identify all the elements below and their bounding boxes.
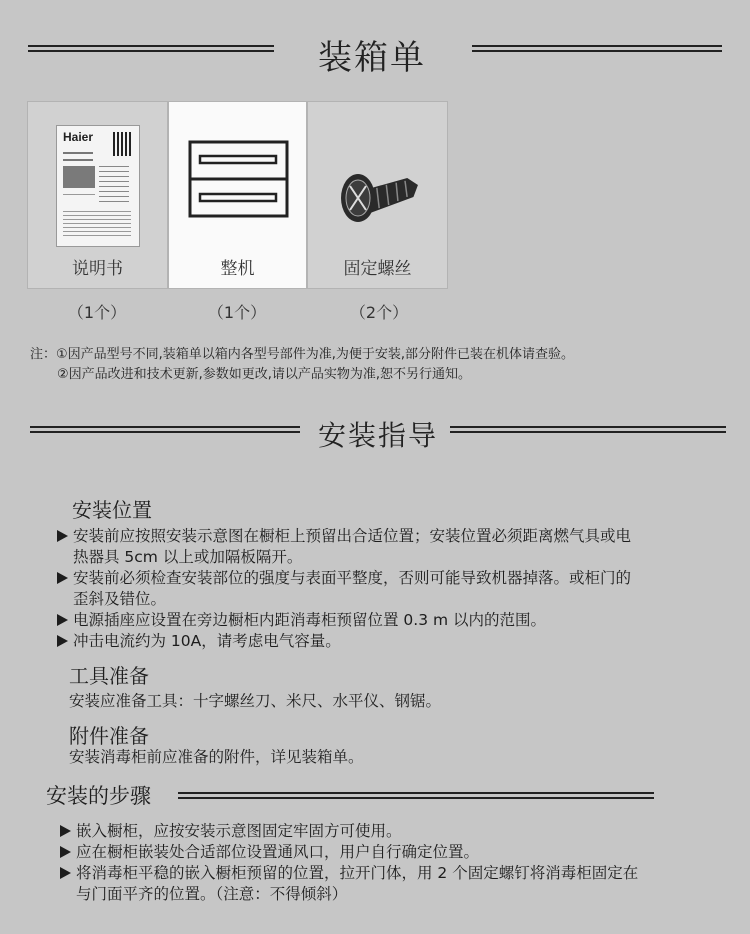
packing-list-title: 装箱单 — [318, 38, 426, 78]
manual-brand-logo: Haier — [63, 130, 94, 144]
title-rule-left — [28, 45, 274, 52]
note-1: 注：①因产品型号不同,装箱单以箱内各型号部件为准,为便于安装,部分附件已装在机体请查验。 — [30, 347, 575, 362]
bullet-arrow-icon — [57, 614, 68, 626]
steps-heading: 安装的步骤 — [46, 784, 151, 808]
steps-bullet-3-line-1: 将消毒柜平稳的嵌入橱柜预留的位置，拉开门体，用 2 个固定螺钉将消毒柜固定在 — [76, 864, 639, 882]
drawer-cabinet-icon — [169, 102, 308, 222]
bullet-arrow-icon — [57, 530, 68, 542]
item-card-screws — [307, 101, 448, 289]
item-card-unit — [168, 101, 307, 289]
steps-bullet-2: 应在橱柜嵌装处合适部位设置通风口，用户自行确定位置。 — [76, 843, 480, 861]
tools-text: 安装应准备工具：十字螺丝刀、米尺、水平仪、钢锯。 — [69, 692, 442, 710]
position-bullet-2-line-1: 安装前必须检查安装部位的强度与表面平整度，否则可能导致机器掉落。或柜门的 — [73, 569, 632, 587]
accessories-text: 安装消毒柜前应准备的附件，详见装箱单。 — [69, 748, 364, 766]
install-rule-right — [450, 426, 726, 433]
position-bullet-4: 冲击电流约为 10A，请考虑电气容量。 — [73, 632, 341, 650]
position-bullet-2-line-2: 歪斜及错位。 — [73, 590, 167, 608]
item-label-unit: 整机 — [220, 259, 255, 279]
item-count-unit: （1个） — [207, 303, 267, 322]
steps-bullet-1: 嵌入橱柜，应按安装示意图固定牢固方可使用。 — [76, 822, 402, 840]
position-bullet-1-line-2: 热器具 5cm 以上或加隔板隔开。 — [73, 548, 303, 566]
tools-heading: 工具准备 — [69, 664, 149, 688]
install-rule-left — [30, 426, 300, 433]
product-photo-graphic — [63, 166, 95, 188]
item-count-manual: （1个） — [67, 303, 127, 322]
screw-icon — [308, 102, 449, 242]
steps-rule — [178, 792, 654, 799]
bullet-arrow-icon — [57, 572, 68, 584]
position-bullet-1-line-1: 安装前应按照安装示意图在橱柜上预留出合适位置；安装位置必须距离燃气具或电 — [73, 527, 632, 545]
bullet-arrow-icon — [57, 635, 68, 647]
item-count-screws: （2个） — [349, 303, 409, 322]
position-bullet-3: 电源插座应设置在旁边橱柜内距消毒柜预留位置 0.3 m 以内的范围。 — [73, 611, 547, 629]
manual-icon — [56, 125, 140, 247]
bullet-arrow-icon — [60, 867, 71, 879]
accessories-heading: 附件准备 — [69, 724, 149, 748]
bullet-arrow-icon — [60, 825, 71, 837]
item-card-manual — [27, 101, 168, 289]
title-rule-right — [472, 45, 722, 52]
note-2: ②因产品改进和技术更新,参数如更改,请以产品实物为准,恕不另行通知。 — [57, 367, 472, 382]
qr-code-graphic — [113, 132, 133, 156]
position-heading: 安装位置 — [72, 498, 152, 522]
steps-bullet-3-line-2: 与门面平齐的位置。（注意：不得倾斜） — [76, 885, 348, 903]
item-label-manual: 说明书 — [72, 259, 123, 279]
item-label-screws: 固定螺丝 — [343, 259, 412, 279]
install-guide-title: 安装指导 — [318, 419, 439, 452]
bullet-arrow-icon — [60, 846, 71, 858]
